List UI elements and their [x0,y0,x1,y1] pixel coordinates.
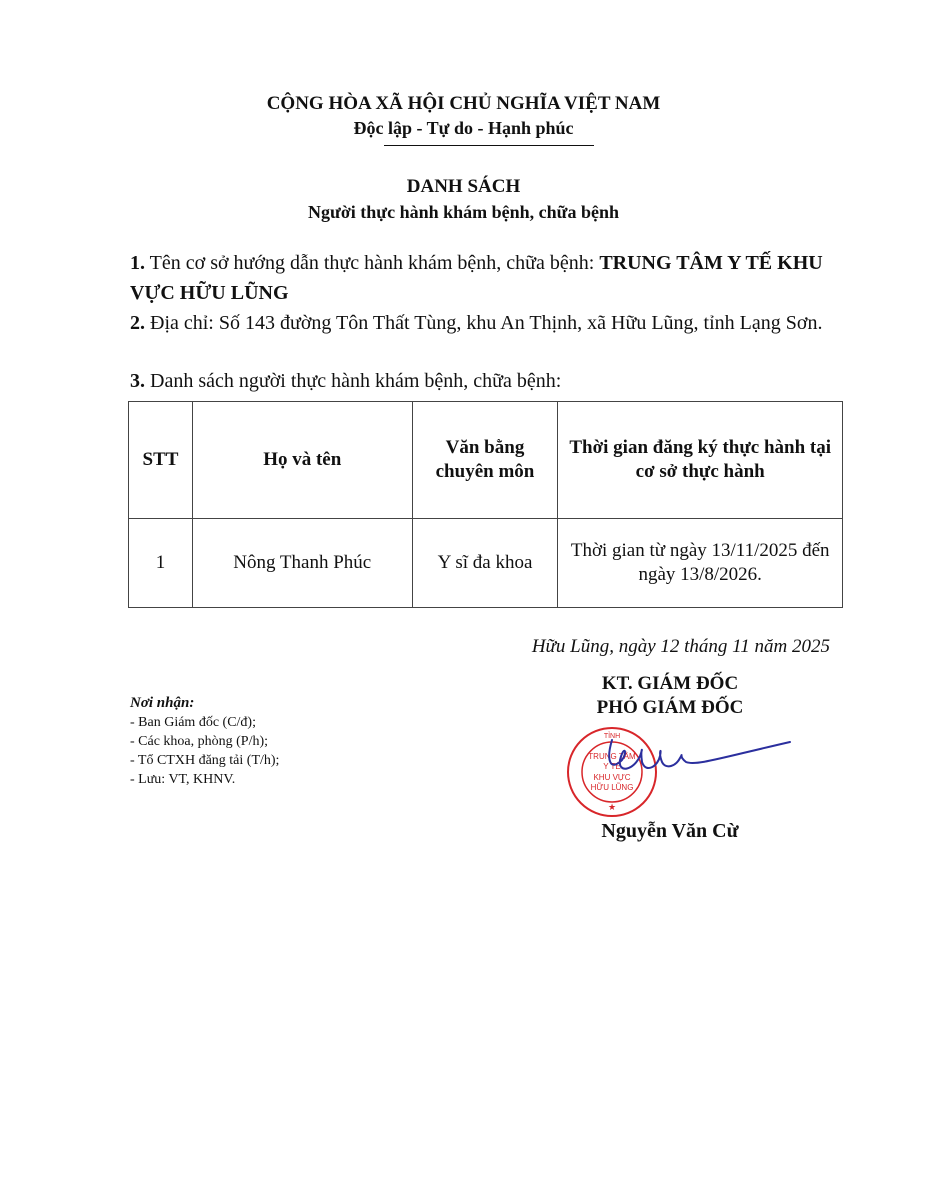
signature-title-block [520,672,820,720]
practitioner-table [128,401,843,608]
cell-stt: 1 [129,519,193,608]
signature-title-line2: PHÓ GIÁM ĐỐC [596,697,744,718]
recipient-item: - Lưu: VT, KHNV. [130,772,236,787]
svg-text:TỈNH: TỈNH [603,733,621,740]
facility-name: TRUNG TÂM Y TẾ KHU VỰC HỮU LŨNG [130,252,823,304]
cell-practice-period: Thời gian từ ngày 13/11/2025 đến ngày 13/8/2026. [558,519,843,608]
header-practice-period: Thời gian đăng ký thực hành tại cơ sở thực hành [558,402,843,519]
recipient-item: - Các khoa, phòng (P/h); [130,734,269,749]
section-address [130,308,830,338]
table-row [129,519,843,608]
motto-underline [384,145,594,146]
section-text: Danh sách người thực hành khám bệnh, chữa bệnh: [150,370,562,392]
svg-text:KHU VỰC: KHU VỰC [593,773,631,782]
cell-qualification: Y sĩ đa khoa [412,519,558,608]
table-header-row [129,402,843,519]
header-full-name: Họ và tên [192,402,412,519]
section-list-intro [130,366,830,396]
document-subtitle: Người thực hành khám bệnh, chữa bệnh [308,202,619,222]
signature-title-line1: KT. GIÁM ĐỐC [601,673,739,694]
document-title: DANH SÁCH [406,176,521,197]
svg-text:HỮU LŨNG: HỮU LŨNG [590,783,634,792]
signer-name: Nguyễn Văn Cừ [601,820,739,842]
svg-text:★: ★ [607,802,617,812]
recipients-block [130,694,410,789]
header-stt: STT [129,402,193,519]
section-text: Địa chỉ: Số 143 đường Tôn Thất Tùng, khu An Thịnh, xã Hữu Lũng, tỉnh Lạng Sơn. [150,312,823,334]
section-text: Tên cơ sở hướng dẫn thực hành khám bệnh, chữa bệnh: [149,252,600,274]
national-title: CỘNG HÒA XÃ HỘI CHỦ NGHĨA VIỆT NAM [266,93,661,114]
recipients-heading: Nơi nhận: [130,695,195,711]
section-number: 3. [130,370,145,392]
section-facility-name [130,248,830,308]
place-date: Hữu Lũng, ngày 12 tháng 11 năm 2025 [531,636,830,657]
cell-full-name: Nông Thanh Phúc [192,519,412,608]
section-number: 1. [130,252,145,274]
svg-text:Y TẾ: Y TẾ [603,762,621,771]
recipient-item: - Tổ CTXH đăng tải (T/h); [130,753,280,768]
recipient-item: - Ban Giám đốc (C/đ); [130,715,256,730]
handwritten-signature-icon [600,730,800,780]
header-qualification: Văn bằng chuyên môn [412,402,558,519]
svg-text:TRUNG TÂM: TRUNG TÂM [588,752,636,761]
section-number: 2. [130,312,145,334]
motto: Độc lập - Tự do - Hạnh phúc [353,118,574,138]
